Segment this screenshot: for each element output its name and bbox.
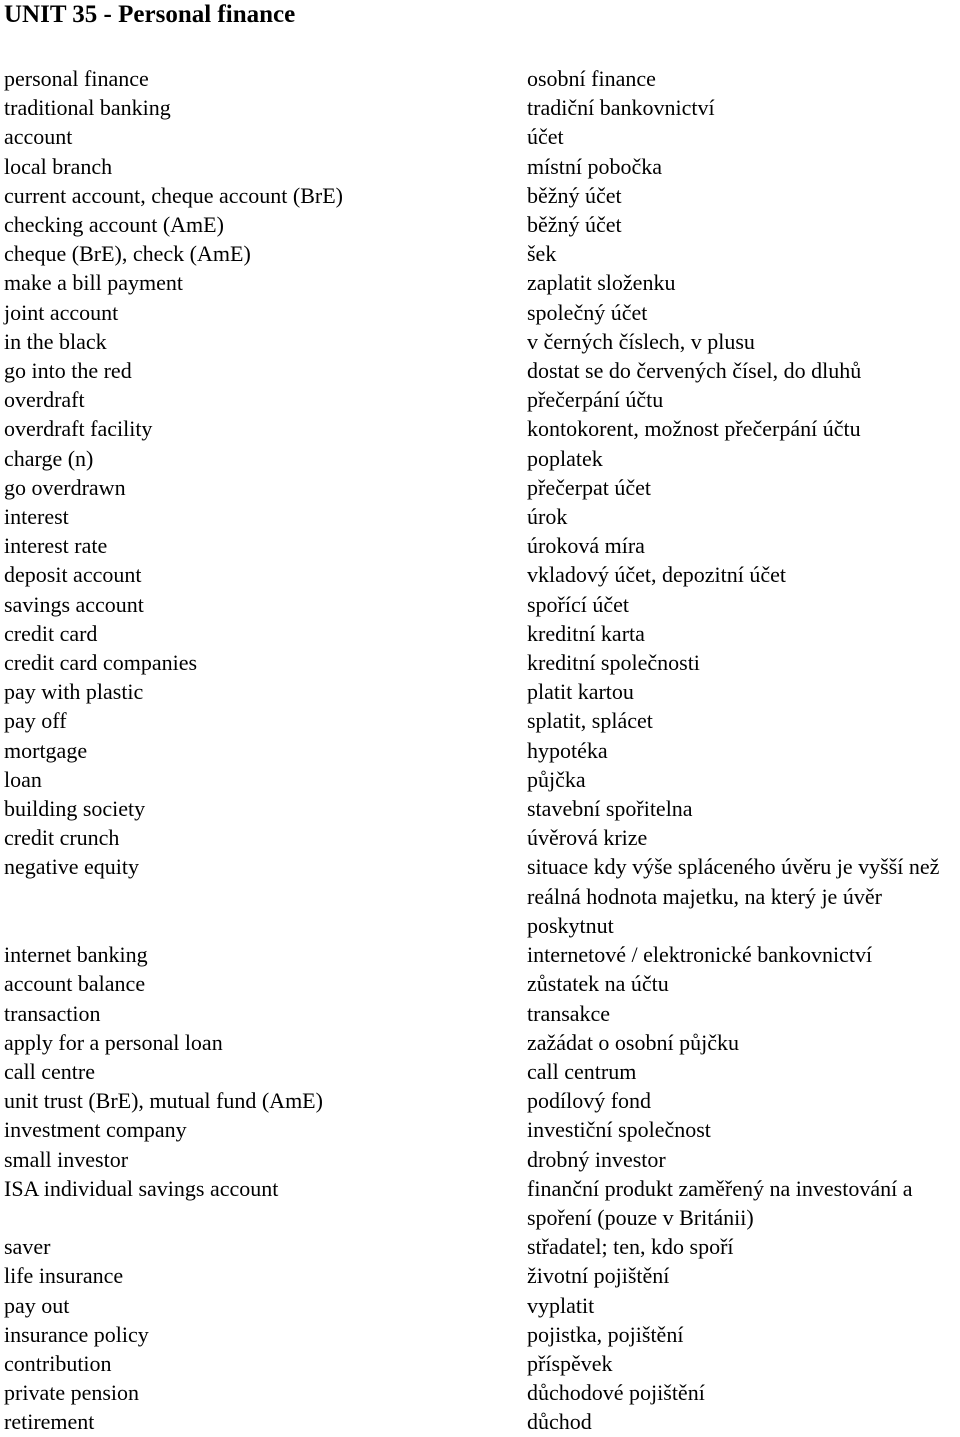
- english-term: pay with plastic: [4, 679, 144, 705]
- glossary-row: [0, 823, 960, 852]
- glossary-row: [0, 1145, 960, 1174]
- english-term: mortgage: [4, 737, 88, 763]
- english-term: local branch: [4, 153, 113, 179]
- glossary-row: [0, 1378, 960, 1407]
- english-term: savings account: [4, 591, 144, 617]
- glossary-row: [0, 1232, 960, 1261]
- glossary-row: [0, 619, 960, 648]
- czech-translation: přečerpat účet: [527, 474, 651, 500]
- english-term: deposit account: [4, 562, 142, 588]
- english-term: life insurance: [4, 1263, 124, 1289]
- english-term: joint account: [4, 299, 119, 325]
- czech-translation: úroková míra: [527, 533, 645, 559]
- glossary-row: [0, 706, 960, 735]
- glossary-row: [0, 969, 960, 998]
- czech-translation: zažádat o osobní půjčku: [527, 1029, 739, 1055]
- glossary-row: [0, 1261, 960, 1290]
- english-term: pay off: [4, 708, 67, 734]
- czech-translation: drobný investor: [527, 1146, 666, 1172]
- czech-translation: úrok: [527, 504, 568, 530]
- english-term: personal finance: [4, 66, 149, 91]
- english-term: small investor: [4, 1146, 129, 1172]
- glossary-row: [0, 122, 960, 151]
- english-term: apply for a personal loan: [4, 1029, 223, 1055]
- english-term: call centre: [4, 1058, 95, 1084]
- czech-translation: účet: [527, 124, 564, 150]
- czech-translation: kreditní společnosti: [527, 650, 700, 676]
- glossary-row: [0, 1320, 960, 1349]
- czech-translation: investiční společnost: [527, 1117, 711, 1143]
- glossary-row: [0, 1174, 960, 1232]
- czech-translation: místní pobočka: [527, 153, 663, 179]
- glossary-row: [0, 560, 960, 589]
- english-term: building society: [4, 796, 146, 822]
- czech-translation: šek: [527, 241, 557, 267]
- glossary-row: [0, 1349, 960, 1378]
- czech-translation: osobní finance: [527, 66, 656, 91]
- czech-translation: půjčka: [527, 766, 586, 792]
- english-term: cheque (BrE), check (AmE): [4, 241, 251, 267]
- english-term: loan: [4, 766, 42, 792]
- english-term: negative equity: [4, 854, 140, 880]
- czech-translation: poplatek: [527, 445, 603, 471]
- czech-translation: přečerpání účtu: [527, 387, 664, 413]
- english-term: overdraft: [4, 387, 85, 413]
- glossary-row: [0, 765, 960, 794]
- english-term: in the black: [4, 328, 107, 354]
- english-term: go into the red: [4, 358, 132, 384]
- glossary-row: [0, 210, 960, 239]
- czech-translation: běžný účet: [527, 182, 622, 208]
- glossary-table: [0, 64, 960, 1437]
- czech-translation: příspěvek: [527, 1350, 613, 1376]
- czech-translation: platit kartou: [527, 679, 634, 705]
- glossary-row: [0, 152, 960, 181]
- english-term: internet banking: [4, 942, 148, 968]
- english-term: interest rate: [4, 533, 108, 559]
- glossary-row: [0, 531, 960, 560]
- glossary-row: [0, 327, 960, 356]
- english-term: contribution: [4, 1350, 112, 1376]
- glossary-row: [0, 298, 960, 327]
- czech-translation: zůstatek na účtu: [527, 971, 669, 997]
- glossary-row: [0, 502, 960, 531]
- czech-translation: společný účet: [527, 299, 648, 325]
- english-term: unit trust (BrE), mutual fund (AmE): [4, 1088, 323, 1114]
- czech-translation: v černých číslech, v plusu: [527, 328, 755, 354]
- glossary-row: [0, 1115, 960, 1144]
- english-term: credit card companies: [4, 650, 198, 676]
- english-term: credit crunch: [4, 825, 120, 851]
- english-term: charge (n): [4, 445, 94, 471]
- english-term: checking account (AmE): [4, 212, 224, 238]
- czech-translation: kontokorent, možnost přečerpání účtu: [527, 416, 861, 442]
- english-term: transaction: [4, 1000, 101, 1026]
- glossary-row: [0, 239, 960, 268]
- english-term: interest: [4, 504, 69, 530]
- glossary-row: [0, 852, 960, 940]
- glossary-row: [0, 590, 960, 619]
- glossary-row: [0, 736, 960, 765]
- glossary-row: [0, 181, 960, 210]
- czech-translation: vkladový účet, depozitní účet: [527, 562, 787, 588]
- english-term: pay out: [4, 1292, 70, 1318]
- czech-translation: střadatel; ten, kdo spoří: [527, 1234, 734, 1260]
- czech-translation: důchodové pojištění: [527, 1380, 705, 1406]
- glossary-row: [0, 1407, 960, 1436]
- english-term: insurance policy: [4, 1321, 149, 1347]
- czech-translation: běžný účet: [527, 212, 622, 238]
- czech-translation: splatit, splácet: [527, 708, 653, 734]
- czech-translation: pojistka, pojištění: [527, 1321, 684, 1347]
- english-term: current account, cheque account (BrE): [4, 182, 343, 208]
- english-term: ISA individual savings account: [4, 1175, 279, 1201]
- english-term: retirement: [4, 1409, 95, 1435]
- czech-translation: transakce: [527, 1000, 611, 1026]
- glossary-row: [0, 648, 960, 677]
- glossary-row: [0, 999, 960, 1028]
- english-term: go overdrawn: [4, 474, 126, 500]
- glossary-row: [0, 444, 960, 473]
- english-term: investment company: [4, 1117, 187, 1143]
- czech-translation: hypotéka: [527, 737, 608, 763]
- glossary-row: [0, 1291, 960, 1320]
- czech-translation: tradiční bankovnictví: [527, 95, 715, 121]
- czech-translation: dostat se do červených čísel, do dluhů: [527, 358, 862, 384]
- english-term: make a bill payment: [4, 270, 183, 296]
- czech-translation: spořící účet: [527, 591, 630, 617]
- english-term: account balance: [4, 971, 146, 997]
- glossary-row: [0, 356, 960, 385]
- czech-translation: stavební spořitelna: [527, 796, 693, 822]
- glossary-row: [0, 414, 960, 443]
- glossary-row: [0, 940, 960, 969]
- czech-translation: call centrum: [527, 1058, 637, 1084]
- czech-translation: podílový fond: [527, 1088, 652, 1114]
- czech-translation: finanční produkt zaměřený na investování a spoření (pouze v Británii): [527, 1175, 913, 1230]
- czech-translation: důchod: [527, 1409, 592, 1435]
- glossary-row: [0, 385, 960, 414]
- english-term: private pension: [4, 1380, 140, 1406]
- glossary-row: [0, 64, 960, 93]
- english-term: credit card: [4, 620, 98, 646]
- glossary-row: [0, 268, 960, 297]
- czech-translation: situace kdy výše spláceného úvěru je vyšší než reálná hodnota majetku, na který je úvěr poskytnut: [527, 854, 940, 938]
- glossary-row: [0, 473, 960, 502]
- english-term: overdraft facility: [4, 416, 153, 442]
- glossary-row: [0, 794, 960, 823]
- english-term: traditional banking: [4, 95, 171, 121]
- page-title: UNIT 35 - Personal finance: [4, 1, 296, 28]
- glossary-row: [0, 93, 960, 122]
- english-term: saver: [4, 1234, 51, 1260]
- glossary-row: [0, 1028, 960, 1057]
- czech-translation: kreditní karta: [527, 620, 645, 646]
- czech-translation: úvěrová krize: [527, 825, 648, 851]
- glossary-row: [0, 1086, 960, 1115]
- czech-translation: internetové / elektronické bankovnictví: [527, 942, 873, 968]
- glossary-row: [0, 677, 960, 706]
- czech-translation: životní pojištění: [527, 1263, 670, 1289]
- glossary-row: [0, 1057, 960, 1086]
- czech-translation: vyplatit: [527, 1292, 595, 1318]
- english-term: account: [4, 124, 73, 150]
- czech-translation: zaplatit složenku: [527, 270, 676, 296]
